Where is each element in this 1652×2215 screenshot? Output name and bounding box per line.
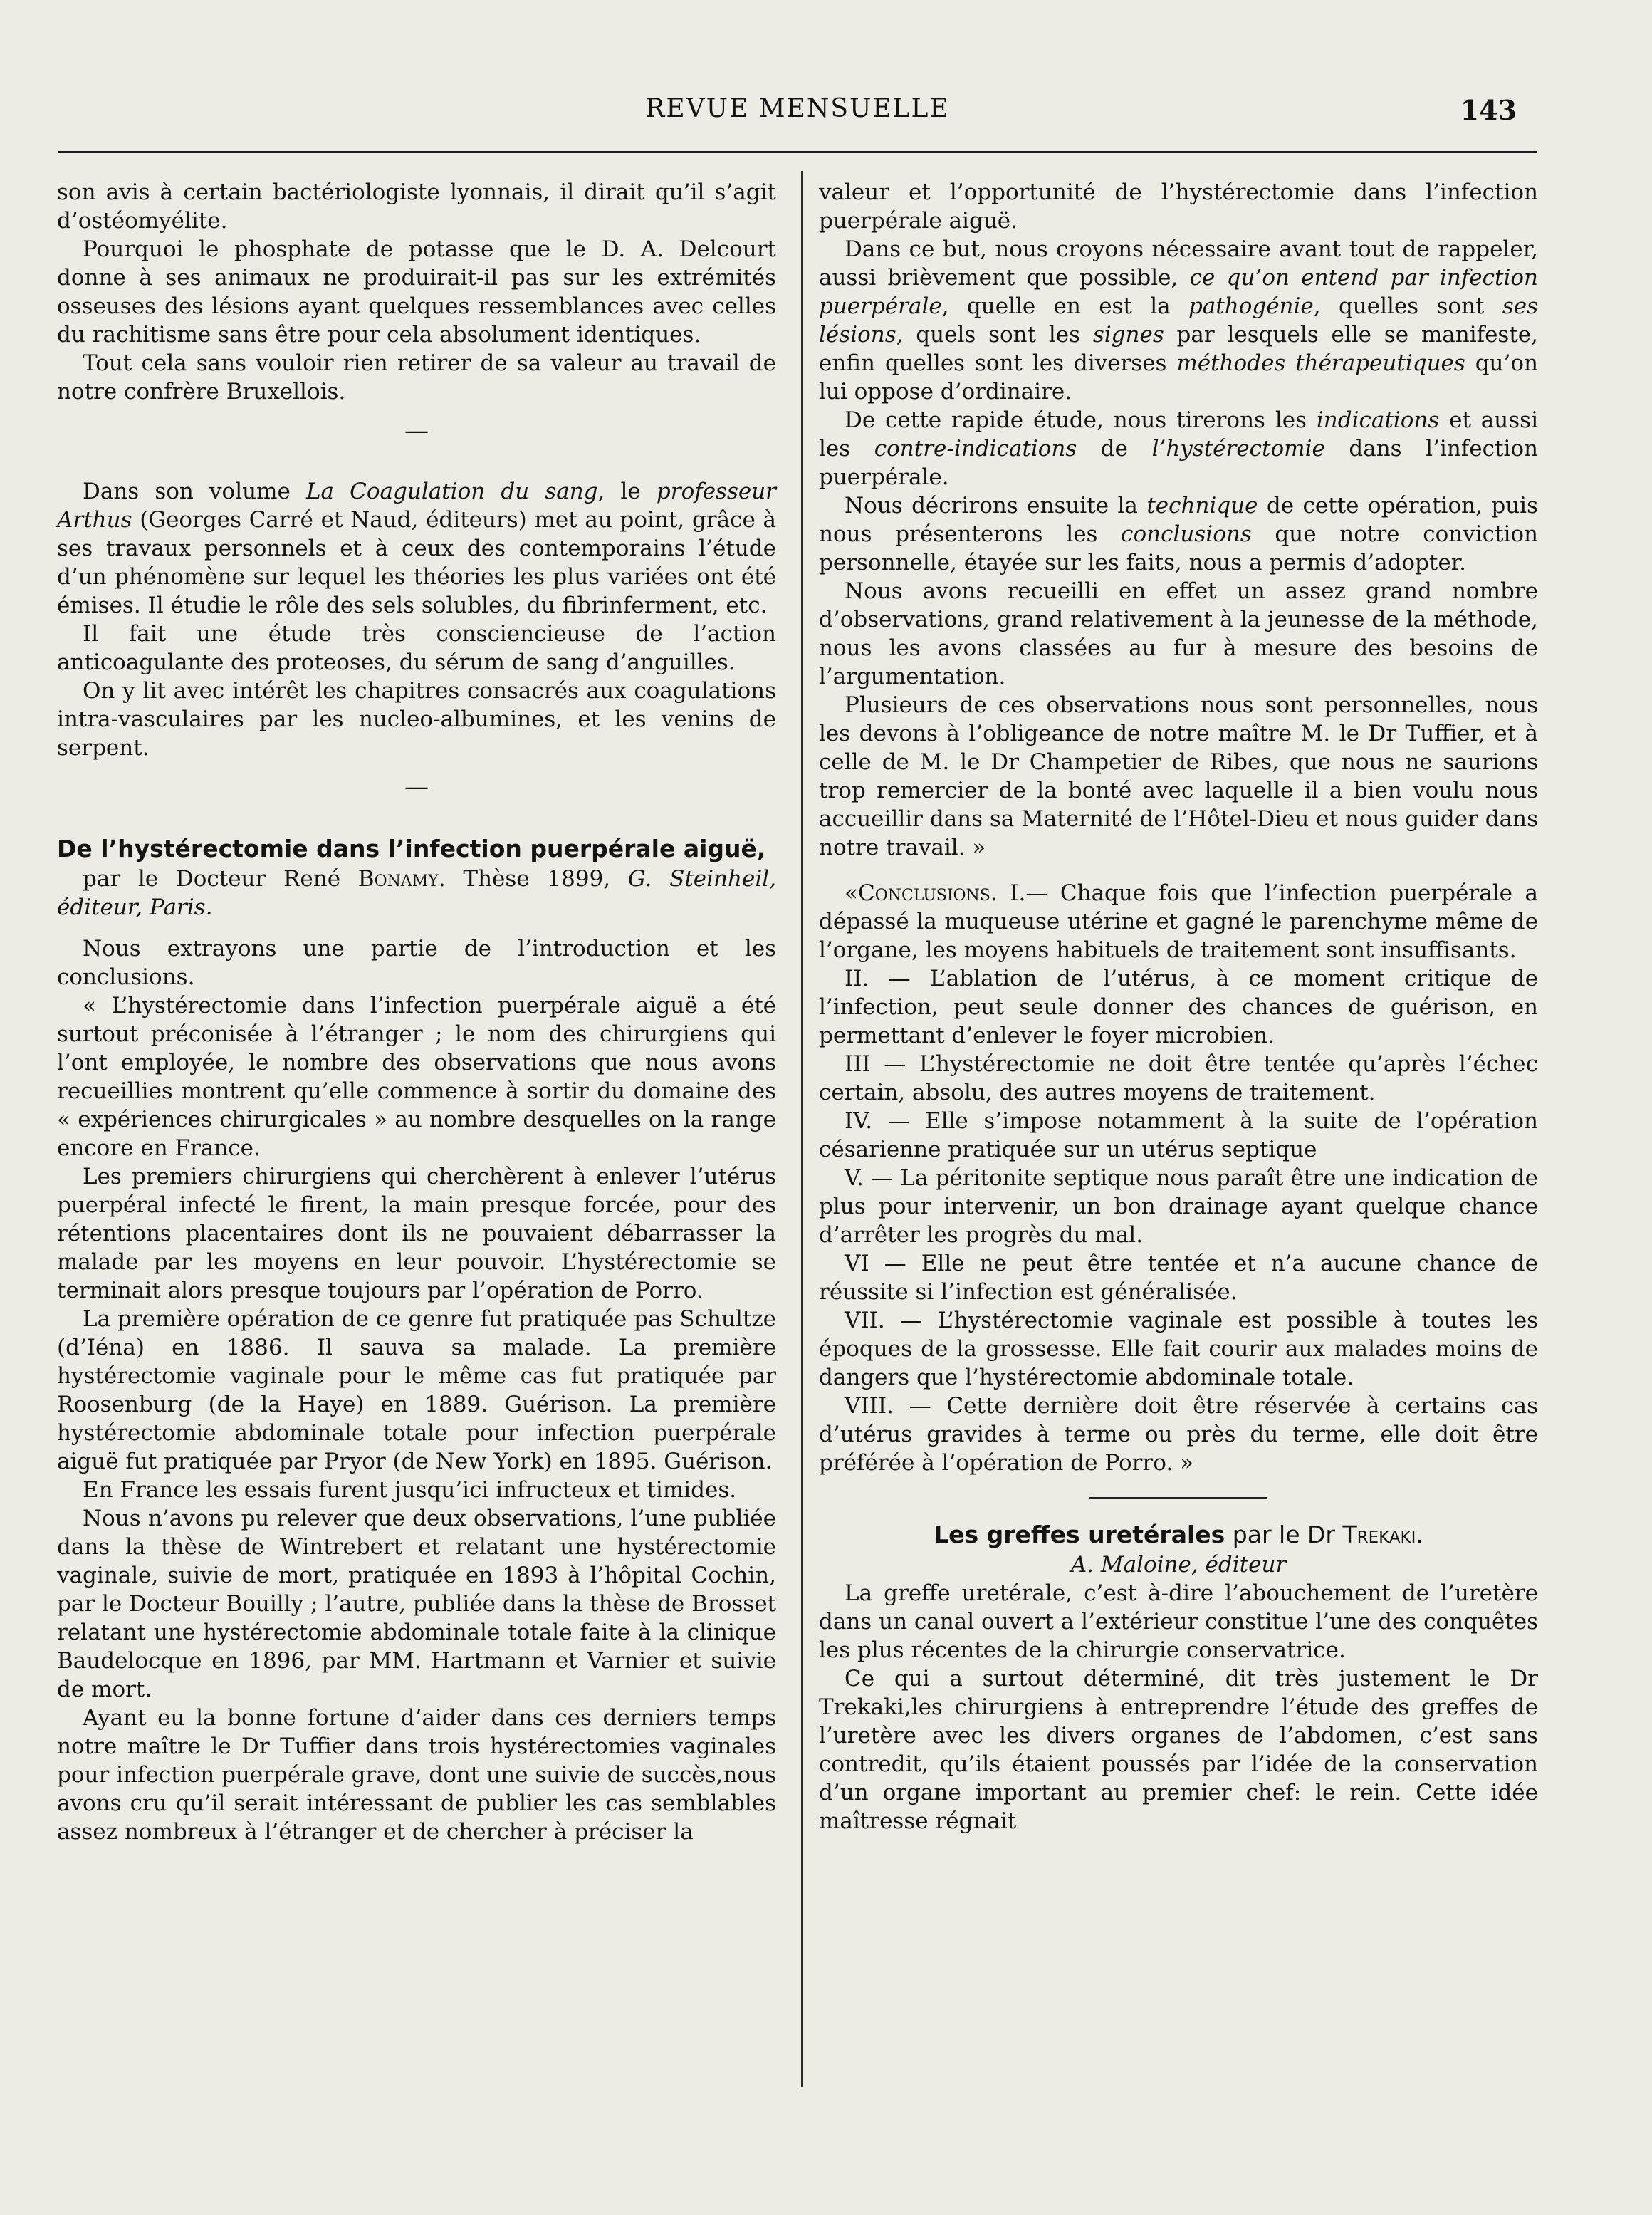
conclusion-item: VI — Elle ne peut être tentée et n’a aucune chance de réussite si l’infection est généralisée.	[819, 1251, 1538, 1305]
paragraph: Tout cela sans vouloir rien retirer de sa valeur au travail de notre confrère Bruxellois.	[57, 350, 776, 405]
article-title: De l’hystérectomie dans l’infection puerpérale aiguë,	[57, 835, 766, 862]
conclusion-item: III — L’hystérectomie ne doit être tentée qu’après l’échec certain, absolu, des autres moyens de traitement.	[819, 1051, 1538, 1105]
column-divider	[801, 171, 803, 2087]
conclusion-item: «Conclusions. I.— Chaque fois que l’infection puerpérale a dépassé la muqueuse utérine et gagné le parenchyme même de l’organe, les moyens habituels de traitement sont insuffisants.	[819, 880, 1538, 963]
spacer	[819, 862, 1538, 879]
left-column	[57, 178, 776, 1846]
conclusion-item: II. — L’ablation de l’utérus, à ce moment critique de l’infection, peut seule donner des chances de guérison, en permettant d’enlever le foyer microbien.	[819, 966, 1538, 1048]
section-rule	[1089, 1497, 1267, 1499]
conclusion-item: VII. — L’hystérectomie vaginale est possible à toutes les époques de la grossesse. Elle fait courir aux malades moins de dangers que l’hystérectomie abdominale totale.	[819, 1308, 1538, 1390]
header-rule	[58, 151, 1537, 153]
page-number: 143	[1460, 94, 1517, 126]
conclusion-item: V. — La péritonite septique nous paraît être une indication de plus pour intervenir, un bon drainage ayant quelque chance d’arrêter les progrès du mal.	[819, 1165, 1538, 1248]
paragraph: Dans son volume La Coagulation du sang, le professeur Arthus (Georges Carré et Naud, éditeurs) met au point, grâce à ses travaux personnels et à ceux des contemporains l’étude d’un phénomène sur lequel les théories les plus variées ont été émises. Il étudie le rôle des sels solubles, du fibrinferment, etc.	[57, 479, 776, 618]
paragraph: Les premiers chirurgiens qui cherchèrent à enlever l’utérus puerpéral infecté le firent, la main presque forcée, pour des rétentions placentaires dont ils ne pouvaient débarrasser la malade par les moyens en leur pouvoir. L’hystérectomie se terminait alors presque toujours par l’opération de Porro.	[57, 1164, 776, 1303]
paragraph: De cette rapide étude, nous tirerons les indications et aussi les contre-indications de l’hystérectomie dans l’infection puerpérale.	[819, 407, 1538, 490]
paragraph: En France les essais furent jusqu’ici infructeux et timides.	[83, 1477, 737, 1503]
section-separator: —	[404, 773, 429, 801]
paragraph: Nous extrayons une partie de l’introduction et les conclusions.	[57, 936, 776, 990]
paragraph: La greffe uretérale, c’est à-dire l’abouchement de l’uretère dans un canal ouvert a l’extérieur constitue l’une des conquêtes les plus récentes de la chirurgie conservatrice.	[819, 1580, 1538, 1663]
paragraph: On y lit avec intérêt les chapitres consacrés aux coagulations intra-vasculaires par les nucleo-albumines, et les venins de serpent.	[57, 678, 776, 761]
section-separator: —	[404, 417, 429, 445]
paragraph: Plusieurs de ces observations nous sont personnelles, nous les devons à l’obligeance de notre maître M. le Dr Tuffier, et à celle de M. le Dr Champetier de Ribes, que nous ne saurions trop remercier de la bonté avec laquelle il a bien voulu nous accueillir dans sa Maternité de l’Hôtel-Dieu et nous guider dans notre travail. »	[819, 692, 1538, 860]
paragraph: Ayant eu la bonne fortune d’aider dans ces derniers temps notre maître le Dr Tuffier dans trois hystérectomies vaginales pour infection puerpérale grave, dont une suivie de succès,nous avons cru qu’il serait intéressant de publier les cas semblables assez nombreux à l’étranger et de chercher à préciser la	[57, 1705, 776, 1845]
paragraph: Dans ce but, nous croyons nécessaire avant tout de rappeler, aussi brièvement que possible, ce qu’on entend par infection puerpérale, quelle en est la pathogénie, quelles sont ses lésions, quels sont les signes par lesquels elle se manifeste, enfin quelles sont les diverses méthodes thérapeutiques qu’on lui oppose d’ordinaire.	[819, 236, 1539, 405]
article-byline: par le Docteur René Bonamy. Thèse 1899, G. Steinheil, éditeur, Paris.	[57, 866, 776, 920]
article-publisher: A. Maloine, éditeur	[1070, 1552, 1287, 1578]
paragraph: Nous décrirons ensuite la technique de cette opération, puis nous présenterons les conclusions que notre conviction personnelle, étayée sur les faits, nous a permis d’adopter.	[819, 493, 1538, 575]
paragraph: Nous avons recueilli en effet un assez grand nombre d’observations, grand relativement à la jeunesse de la méthode, nous les avons classées au fur à mesure des besoins de l’argumentation.	[819, 578, 1538, 689]
paragraph: valeur et l’opportunité de l’hystérectomie dans l’infection puerpérale aiguë.	[819, 179, 1538, 234]
paragraph: son avis à certain bactériologiste lyonnais, il dirait qu’il s’agit d’ostéomyélite.	[57, 179, 776, 234]
paragraph: La première opération de ce genre fut pratiquée pas Schultze (d’Iéna) en 1886. Il sauva sa malade. La première hystérectomie vaginale pour le même cas fut pratiquée par Roosenburg (de la Haye) en 1889. Guérison. La première hystérectomie abdominale totale pour infection puerpérale aiguë fut pratiquée par Pryor (de New York) en 1895. Guérison.	[57, 1306, 776, 1474]
article-title: Les greffes uretérales par le Dr Trekaki.	[934, 1521, 1423, 1548]
right-column	[819, 178, 1538, 1835]
paragraph: Il fait une étude très consciencieuse de l’action anticoagulante des proteoses, du sérum de sang d’anguilles.	[57, 621, 776, 675]
paragraph: « L’hystérectomie dans l’infection puerpérale aiguë a été surtout préconisée à l’étranger ; le nom des chirurgiens qui l’ont employée, le nombre des observations que nous avons recueillies montrent qu’elle commence à sortir du domaine des « expériences chirurgicales » au nombre desquelles on la range encore en France.	[57, 993, 776, 1161]
paragraph: Ce qui a surtout déterminé, dit très justement le Dr Trekaki,les chirurgiens à entreprendre l’étude des greffes de l’uretère avec les divers organes de l’abdomen, c’est sans contredit, qu’ils étaient poussés par l’idée de la conservation d’un organe important au premier chef: le rein. Cette idée maîtresse régnait	[819, 1666, 1538, 1834]
paragraph: Nous n’avons pu relever que deux observations, l’une publiée dans la thèse de Wintrebert et relatant une hystérectomie vaginale, suivie de mort, pratiquée en 1893 à l’hôpital Cochin, par le Docteur Bouilly ; l’autre, publiée dans la thèse de Brosset relatant une hystérectomie abdominale totale faite à la clinique Baudelocque en 1896, par MM. Hartmann et Varnier et suivie de mort.	[57, 1506, 776, 1702]
running-title: REVUE MENSUELLE	[645, 94, 950, 123]
conclusion-item: IV. — Elle s’impose notamment à la suite de l’opération césarienne pratiquée sur un utérus septique	[819, 1108, 1538, 1162]
conclusion-item: VIII. — Cette dernière doit être réservée à certains cas d’utérus gravides à terme ou près du terme, elle doit être préférée à l’opération de Porro. »	[819, 1393, 1538, 1476]
running-head	[57, 94, 1538, 137]
paragraph: Pourquoi le phosphate de potasse que le D. A. Delcourt donne à ses animaux ne produirait-il pas sur les extrémités osseuses des lésions ayant quelques ressemblances avec celles du rachitisme sans être pour cela absolument identiques.	[57, 236, 776, 348]
